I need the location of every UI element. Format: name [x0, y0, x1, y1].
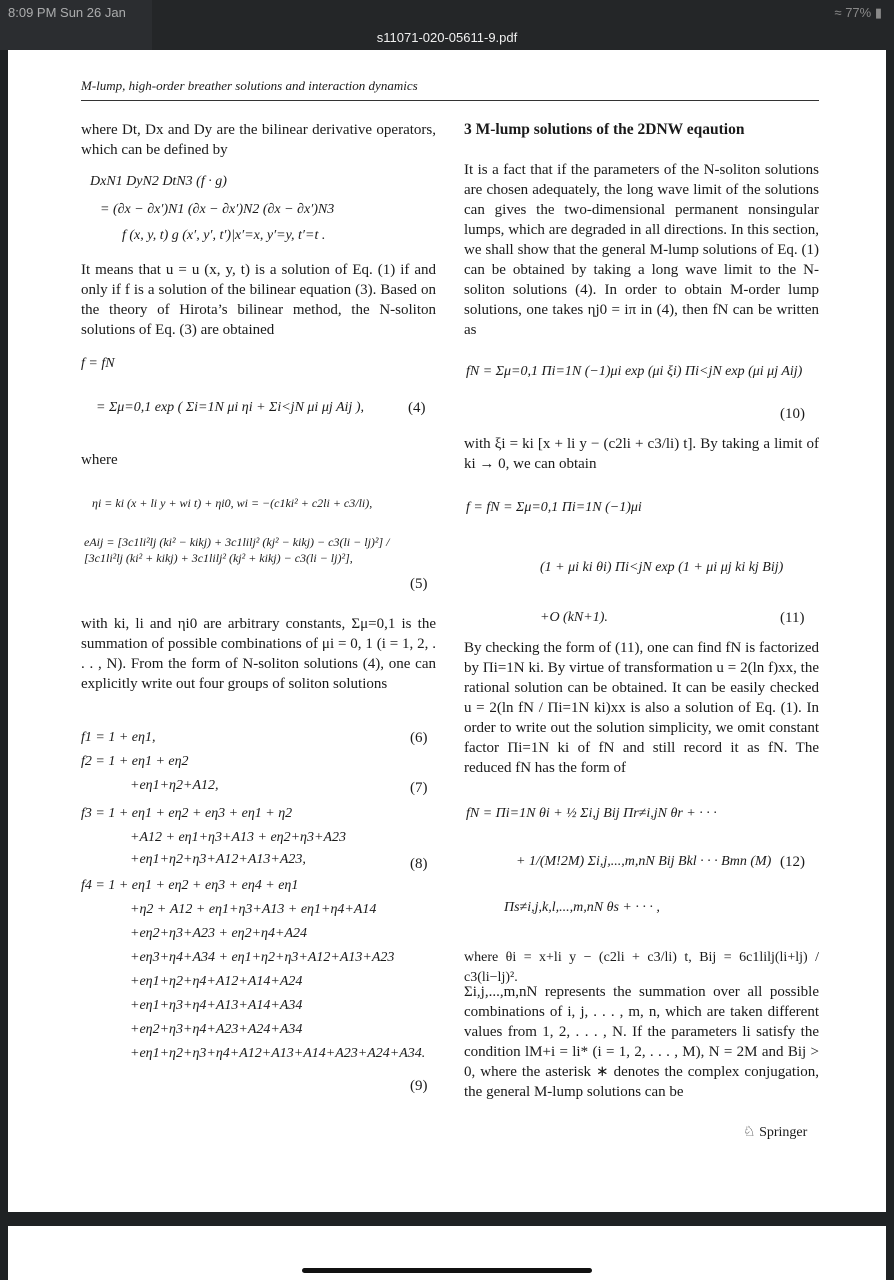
eq9-line-6: +eη1+η3+η4+A13+A14+A34 [130, 998, 303, 1013]
eq9-number: (9) [410, 1078, 428, 1094]
right-paragraph-4a: where θi = x+li y − (c2li + c3/li) t, Bij = 6c1lilj(li+lj) / c3(li−lj)². [464, 950, 819, 985]
left-paragraph-3: with ki, li and ηi0 are arbitrary constants, Σμ=0,1 is the summation of possible combinations of μi = 0, 1 (i = 1, 2, . . . , N). From the form of N-soliton solutions (4), one can explicitly write out four groups of soliton solutions [81, 616, 436, 692]
eq12-line-2: + 1/(M!2M) Σi,j,...,m,nN Bij Bkl · · · Bmn (M) [516, 854, 772, 869]
eq9-line-5: +eη1+η2+η4+A12+A14+A24 [130, 974, 303, 989]
eq12-number: (12) [780, 854, 805, 870]
status-battery [834, 5, 882, 21]
eq9-line-3: +eη2+η3+A23 + eη2+η4+A24 [130, 926, 307, 941]
eq11-line-3: +O (kN+1). [540, 610, 608, 625]
wifi-icon: ≈ [834, 5, 842, 20]
eq9-line-4: +eη3+η4+A34 + eη1+η2+η3+A12+A13+A23 [130, 950, 395, 965]
eq7-number: (7) [410, 780, 428, 796]
eq6-number: (6) [410, 730, 428, 746]
springer-horse-icon: ♘ [743, 1125, 756, 1140]
right-paragraph-1: It is a fact that if the parameters of the N-soliton solutions are chosen adequately, the long wave limit of the solutions can gives the two-dimensional permanent nonsingular lumps, which are degraded in all directions. In this section, we shall show that the general M-lump solutions of Eq. (1) can be obtained by taking a long wave limit to the N-soliton solutions (4). In order to obtain M-order lump solutions, one takes ηj0 = iπ in (4), then fN can be written as [464, 162, 819, 338]
section-heading: 3 M-lump solutions of the 2DNW eqaution [464, 121, 745, 138]
where-label-left: where [81, 452, 118, 468]
bilinear-def-line-3: f (x, y, t) g (x′, y′, t′)|x′=x, y′=y, t′=t . [122, 228, 326, 243]
status-highlight [0, 0, 152, 50]
eq8-number: (8) [410, 856, 428, 872]
eq7-line-1: f2 = 1 + eη1 + eη2 [81, 754, 189, 769]
document-title: s11071-020-05611-9.pdf [376, 30, 518, 45]
eq12-line-1: fN = Πi=1N θi + ½ Σi,j Bij Πr≠i,jN θr + · · · [466, 806, 717, 821]
left-paragraph-1: where Dt, Dx and Dy are the bilinear derivative operators, which can be defined by [81, 122, 436, 158]
eq10: fN = Σμ=0,1 Πi=1N (−1)μi exp (μi ξi) Πi<jN exp (μi μj Aij) [466, 364, 803, 379]
header-rule [81, 100, 819, 101]
springer-label: Springer [759, 1125, 808, 1140]
right-paragraph-3: By checking the form of (11), one can find fN is factorized by Πi=1N ki. By virtue of transformation u = 2(ln f)xx, the rational solution can be obtained. It can be easily checked u = 2(ln fN / Πi=1N ki)xx is also a solution of Eq. (1). In order to write out the solution simplicity, we omit constant factor Πi=1N ki of fN and still record it as fN. The reduced fN has the form of [464, 640, 819, 776]
eq9-line-8: +eη1+η2+η3+η4+A12+A13+A14+A23+A24+A34. [130, 1046, 426, 1061]
eq6: f1 = 1 + eη1, [81, 730, 156, 745]
home-indicator[interactable] [302, 1268, 592, 1273]
status-time: 8:09 PM Sun 26 Jan [8, 5, 126, 20]
eq8-line-1: f3 = 1 + eη1 + eη2 + eη3 + eη1 + η2 [81, 806, 293, 821]
eq8-line-3: +eη1+η2+η3+A12+A13+A23, [130, 852, 306, 867]
eq9-line-2: +η2 + A12 + eη1+η3+A13 + eη1+η4+A14 [130, 902, 377, 917]
eq9-line-7: +eη2+η3+η4+A23+A24+A34 [130, 1022, 303, 1037]
pdf-page[interactable] [8, 50, 886, 1212]
bilinear-def-line-2: = (∂x − ∂x′)N1 (∂x − ∂x′)N2 (∂x − ∂x′)N3 [100, 202, 335, 217]
eq12-line-3: Πs≠i,j,k,l,...,m,nN θs + · · · , [504, 900, 660, 915]
eq10-number: (10) [780, 406, 805, 422]
eq4-number: (4) [408, 400, 426, 416]
bilinear-def-line-1: DxN1 DyN2 DtN3 (f · g) [90, 174, 227, 189]
eq5-number: (5) [410, 576, 428, 592]
eq9-line-1: f4 = 1 + eη1 + eη2 + eη3 + eη4 + eη1 [81, 878, 299, 893]
eq8-line-2: +A12 + eη1+η3+A13 + eη2+η3+A23 [130, 830, 346, 845]
right-paragraph-2: with ξi = ki [x + li y − (c2li + c3/li) t]. By taking a limit of ki → 0, we can obtain [464, 436, 819, 472]
left-paragraph-2: It means that u = u (x, y, t) is a solution of Eq. (1) if and only if f is a solution of the bilinear equation (3). Based on the theory of Hirota’s bilinear method, the N-soliton solutions of Eq. (3) are obtained [81, 262, 436, 338]
eq4-line-1: f = fN [81, 356, 115, 371]
springer-logo [743, 1124, 807, 1141]
battery-percent: 77% [845, 5, 872, 20]
eq11-line-1: f = fN = Σμ=0,1 Πi=1N (−1)μi [466, 500, 642, 515]
running-head: M-lump, high-order breather solutions and interaction dynamics [81, 78, 418, 93]
eq5-line-1: ηi = ki (x + li y + wi t) + ηi0, wi = −(c1ki² + c2li + c3/li), [92, 496, 373, 510]
battery-icon: ▮ [874, 5, 882, 20]
eq11-line-2: (1 + μi ki θi) Πi<jN exp (1 + μi μj ki kj Bij) [540, 560, 784, 575]
eq5-line-2: eAij = [3c1li²lj (ki² − kikj) + 3c1lilj² (kj² − kikj) − c3(li − lj)²] / [3c1li²lj (ki² + kikj) + 3c1lilj² (kj² + kikj) − c3(li − lj)²], [84, 535, 390, 565]
right-paragraph-4b: Σi,j,...,m,nN represents the summation over all possible combinations of i, j, . . . , m, n, which are taken different values from 1, 2, . . . , N. If the parameters li satisfy the condition lM+i = li* (i = 1, 2, . . . , M), N = 2M and Bij > 0, where the asterisk ∗ denotes the complex conjugation, the general M-lump solutions can be [464, 984, 819, 1100]
eq7-line-2: +eη1+η2+A12, [130, 778, 219, 793]
eq4-line-2: = Σμ=0,1 exp ( Σi=1N μi ηi + Σi<jN μi μj Aij ), [96, 400, 364, 415]
eq11-number: (11) [780, 610, 805, 626]
